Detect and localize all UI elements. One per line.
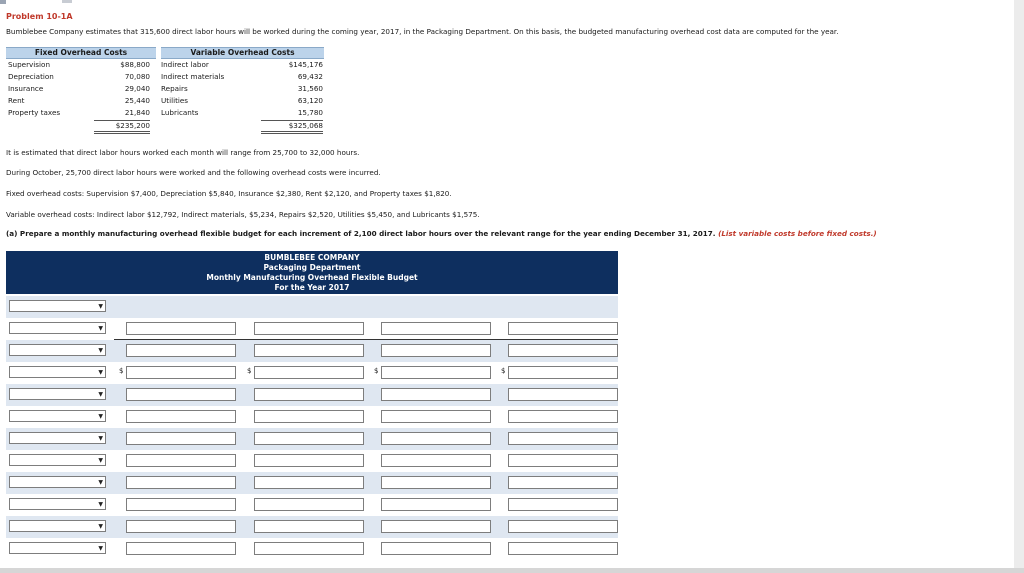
chevron-down-icon: ▼ <box>98 545 103 552</box>
amount-input[interactable] <box>381 476 491 489</box>
amount-input[interactable] <box>254 388 364 401</box>
amount-input[interactable] <box>508 520 618 533</box>
amount-input[interactable] <box>381 410 491 423</box>
problem-intro: Bumblebee Company estimates that 315,600 direct labor hours will be worked during the coming year, 2017, in the Packaging Department. On this basis, the budgeted manufacturing overhead cost data are computed for the year. <box>6 27 839 36</box>
chevron-down-icon: ▼ <box>98 303 103 310</box>
budget-row <box>6 296 618 318</box>
amount-input[interactable] <box>508 498 618 511</box>
amount-input[interactable] <box>254 542 364 555</box>
amount-input[interactable] <box>508 454 618 467</box>
amount-input[interactable] <box>126 322 236 335</box>
company-name: BUMBLEBEE COMPANY <box>264 253 360 262</box>
question-a <box>6 229 877 238</box>
problem-title: Problem 10-1A <box>6 12 73 21</box>
amount-input[interactable] <box>254 432 364 445</box>
budget-row <box>6 450 618 472</box>
budget-title: Monthly Manufacturing Overhead Flexible Budget <box>206 273 418 282</box>
amount-input[interactable] <box>381 344 491 357</box>
estimate-text: It is estimated that direct labor hours worked each month will range from 25,700 to 32,000 hours. <box>6 148 360 157</box>
amount-input[interactable] <box>254 410 364 423</box>
budget-row <box>6 494 618 516</box>
fixed-label: Supervision <box>8 60 51 69</box>
fixed-value: 70,080 <box>124 72 150 81</box>
amount-input[interactable] <box>126 454 236 467</box>
amount-input[interactable] <box>254 476 364 489</box>
chevron-down-icon: ▼ <box>98 347 103 354</box>
budget-row <box>6 340 618 362</box>
line-item-dropdown[interactable] <box>9 498 106 510</box>
fixed-value: 21,840 <box>124 108 150 117</box>
line-item-dropdown[interactable] <box>9 542 106 554</box>
amount-input[interactable] <box>508 388 618 401</box>
question-instruction: (List variable costs before fixed costs.) <box>718 229 877 238</box>
fixed-label: Depreciation <box>8 72 54 81</box>
variable-label: Repairs <box>161 84 188 93</box>
fixed-value: 29,040 <box>124 84 150 93</box>
amount-input[interactable] <box>126 432 236 445</box>
variable-label: Indirect labor <box>161 60 209 69</box>
fixed-costs-text: Fixed overhead costs: Supervision $7,400, Depreciation $5,840, Insurance $2,380, Rent $2,120, and Property taxes $1,820. <box>6 189 452 198</box>
line-item-dropdown[interactable] <box>9 300 106 312</box>
amount-input[interactable] <box>126 476 236 489</box>
amount-input[interactable] <box>254 454 364 467</box>
dollar-sign: $ <box>501 367 506 375</box>
variable-total: $325,068 <box>261 120 323 134</box>
amount-input[interactable] <box>508 476 618 489</box>
chevron-down-icon: ▼ <box>98 435 103 442</box>
line-item-dropdown[interactable] <box>9 366 106 378</box>
budget-row <box>6 428 618 450</box>
amount-input[interactable] <box>381 322 491 335</box>
bottom-edge <box>0 568 1024 573</box>
fixed-value: $88,800 <box>120 60 150 69</box>
variable-label: Utilities <box>161 96 189 105</box>
amount-input[interactable] <box>508 344 618 357</box>
amount-input[interactable] <box>126 520 236 533</box>
chevron-down-icon: ▼ <box>98 369 103 376</box>
line-item-dropdown[interactable] <box>9 520 106 532</box>
variable-value: 31,560 <box>297 84 323 93</box>
line-item-dropdown[interactable] <box>9 344 106 356</box>
amount-input[interactable] <box>254 366 364 379</box>
amount-input[interactable] <box>254 344 364 357</box>
amount-input[interactable] <box>508 366 618 379</box>
amount-input[interactable] <box>508 542 618 555</box>
dollar-sign: $ <box>119 367 124 375</box>
amount-input[interactable] <box>508 410 618 423</box>
variable-value: 69,432 <box>297 72 323 81</box>
line-item-dropdown[interactable] <box>9 388 106 400</box>
variable-value: $145,176 <box>288 60 323 69</box>
chevron-down-icon: ▼ <box>98 325 103 332</box>
amount-input[interactable] <box>381 388 491 401</box>
amount-input[interactable] <box>254 520 364 533</box>
fixed-total: $235,200 <box>94 120 150 134</box>
fixed-value: 25,440 <box>124 96 150 105</box>
amount-input[interactable] <box>381 432 491 445</box>
chevron-down-icon: ▼ <box>98 479 103 486</box>
chevron-down-icon: ▼ <box>98 413 103 420</box>
fixed-label: Rent <box>8 96 25 105</box>
budget-period: For the Year 2017 <box>274 283 350 292</box>
amount-input[interactable] <box>254 322 364 335</box>
budget-row <box>6 362 618 384</box>
line-item-dropdown[interactable] <box>9 476 106 488</box>
amount-input[interactable] <box>126 498 236 511</box>
amount-input[interactable] <box>254 498 364 511</box>
budget-row <box>6 472 618 494</box>
fixed-label: Insurance <box>8 84 44 93</box>
dollar-sign: $ <box>374 367 379 375</box>
amount-input[interactable] <box>126 410 236 423</box>
budget-row <box>6 318 618 340</box>
amount-input[interactable] <box>126 366 236 379</box>
dollar-sign: $ <box>247 367 252 375</box>
variable-value: 63,120 <box>297 96 323 105</box>
department-name: Packaging Department <box>263 263 361 272</box>
top-edge <box>0 0 1024 5</box>
variable-costs-text: Variable overhead costs: Indirect labor $12,792, Indirect materials, $5,234, Repairs $2,520, Utilities $5,450, and Lubricants $1,575. <box>6 210 480 219</box>
amount-input[interactable] <box>508 432 618 445</box>
line-item-dropdown[interactable] <box>9 454 106 466</box>
amount-input[interactable] <box>126 344 236 357</box>
amount-input[interactable] <box>126 388 236 401</box>
amount-input[interactable] <box>381 454 491 467</box>
line-item-dropdown[interactable] <box>9 432 106 444</box>
chevron-down-icon: ▼ <box>98 391 103 398</box>
amount-input[interactable] <box>381 520 491 533</box>
budget-row <box>6 384 618 406</box>
variable-costs-header: Variable Overhead Costs <box>161 47 324 59</box>
line-item-dropdown[interactable] <box>9 410 106 422</box>
question-text: (a) Prepare a monthly manufacturing overhead flexible budget for each increment of 2,100 direct labor hours over the relevant range for the year ending December 31, 2017. <box>6 229 716 238</box>
variable-label: Indirect materials <box>161 72 225 81</box>
fixed-label: Property taxes <box>8 108 61 117</box>
fixed-costs-header: Fixed Overhead Costs <box>6 47 156 59</box>
amount-input[interactable] <box>381 498 491 511</box>
budget-row <box>6 406 618 428</box>
budget-header <box>6 251 618 294</box>
scrollbar[interactable] <box>1014 0 1024 573</box>
chevron-down-icon: ▼ <box>98 501 103 508</box>
variable-value: 15,780 <box>297 108 323 117</box>
amount-input[interactable] <box>381 366 491 379</box>
variable-label: Lubricants <box>161 108 199 117</box>
amount-input[interactable] <box>381 542 491 555</box>
chevron-down-icon: ▼ <box>98 457 103 464</box>
budget-row <box>6 516 618 538</box>
amount-input[interactable] <box>126 542 236 555</box>
line-item-dropdown[interactable] <box>9 322 106 334</box>
chevron-down-icon: ▼ <box>98 523 103 530</box>
october-text: During October, 25,700 direct labor hours were worked and the following overhead costs were incurred. <box>6 168 381 177</box>
amount-input[interactable] <box>508 322 618 335</box>
budget-row <box>6 538 618 560</box>
